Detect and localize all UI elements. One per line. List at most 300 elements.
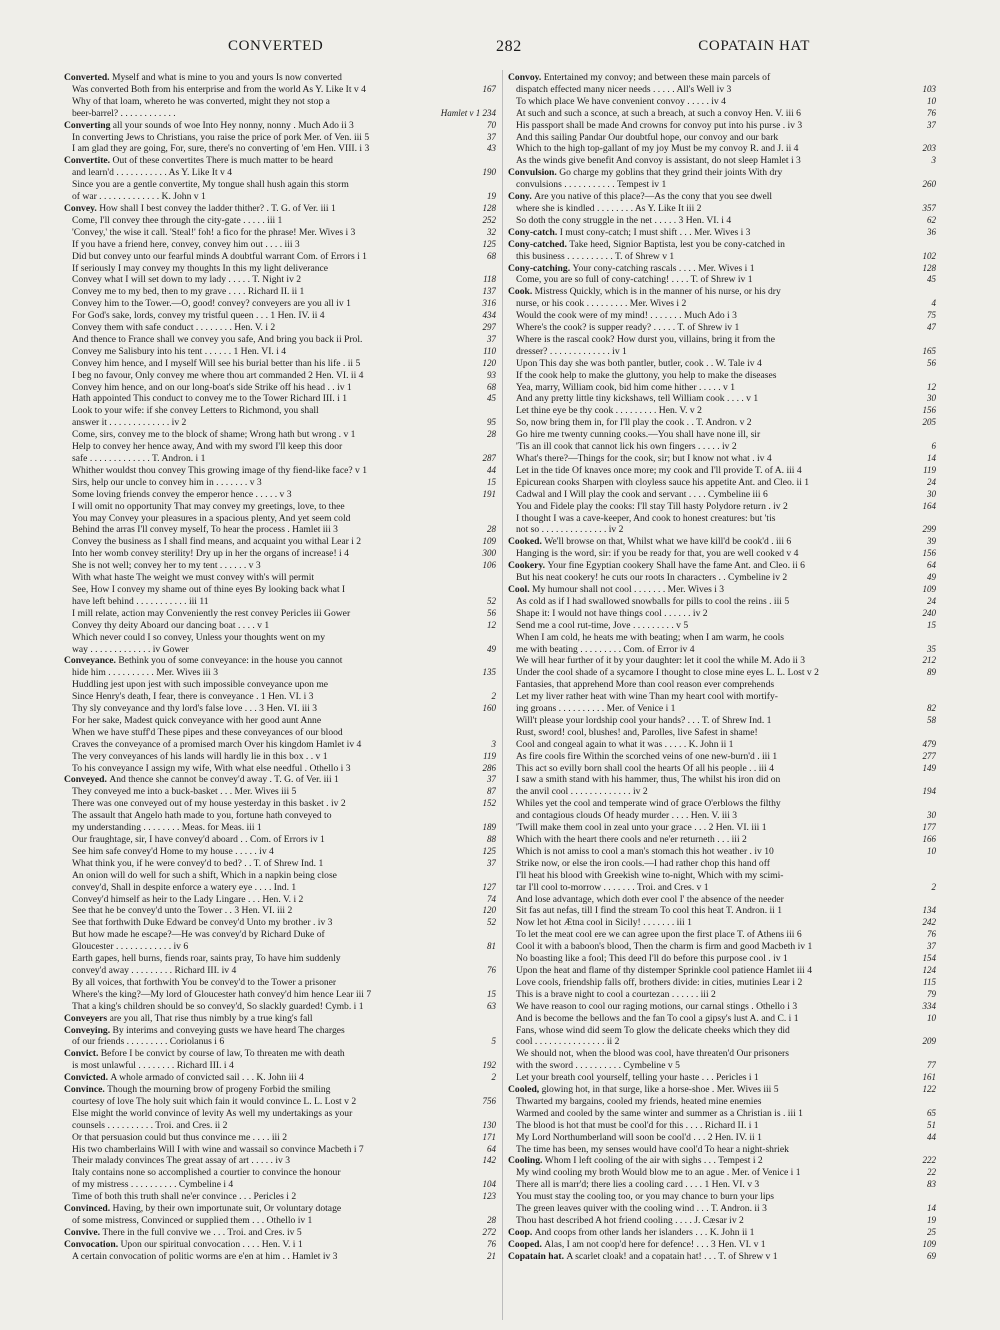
citation-reference: 81 (484, 941, 496, 953)
quotation-text: They conveyed me into a buck-basket . . . Mer. Wives iii 5 (72, 786, 297, 798)
citation-reference: 109 (920, 1239, 937, 1251)
quotation-text: There in the full convive we . . . Troi. and Cres. iv 5 (102, 1226, 302, 1238)
citation-reference: 161 (920, 1072, 937, 1084)
quotation-text: I mill relate, action may Conveniently the rest convey Pericles iii Gower (72, 607, 351, 619)
quotation-text: I'll heat his blood with Greekish wine to-night, Which with my scimi- (516, 869, 784, 881)
quotation-text: I saw a smith stand with his hammer, thus, The whilst his iron did on (516, 774, 781, 786)
concordance-line (508, 1239, 936, 1251)
quotation-text: This act so evilly born shall cool the hearts Of all his people . . iii 4 (516, 762, 774, 774)
citation-reference: 47 (924, 322, 936, 334)
concordance-line (64, 834, 496, 846)
quotation-text: Behind the arras I'll convey myself, To hear the process . Hamlet iii 3 (72, 524, 338, 536)
citation-reference: 83 (924, 1179, 936, 1191)
citation-reference: 286 (480, 763, 497, 775)
citation-reference: 125 (480, 846, 497, 858)
citation-reference: 87 (484, 786, 496, 798)
concordance-line (64, 715, 496, 727)
concordance-line (508, 1144, 936, 1156)
quotation-text: Upon This day she was both pantler, butler, cook . . W. Tale iv 4 (516, 357, 762, 369)
quotation-text: Now let hot Ætna cool in Sicily! . . . . . . . iii 1 (516, 917, 692, 929)
citation-reference: 49 (924, 572, 936, 584)
quotation-text: I will omit no opportunity That may convey my greetings, love, to thee (72, 500, 345, 512)
concordance-line (508, 632, 936, 644)
concordance-line (64, 727, 496, 739)
quotation-text: You may Convey your pleasures in a spacious plenty, And yet seem cold (72, 512, 351, 524)
quotation-text: way . . . . . . . . . . . . . iv Gower (72, 643, 189, 655)
concordance-line (64, 227, 496, 239)
quotation-text: As the winds give benefit And convoy is assistant, do not sleep Hamlet i 3 (516, 155, 801, 167)
quotation-text: Craves the conveyance of a promised march Over his kingdom Hamlet iv 4 (72, 738, 362, 750)
citation-reference: 104 (480, 1179, 497, 1191)
quotation-text: Warmed and cooled by the same winter and summer as a Christian is . iii 1 (516, 1107, 803, 1119)
quotation-text: Having, by their own importunate suit, Or voluntary dotage (112, 1203, 342, 1215)
citation-reference: 191 (480, 489, 497, 501)
citation-reference: 277 (920, 751, 937, 763)
citation-reference: 205 (920, 417, 937, 429)
concordance-line (64, 763, 496, 775)
concordance-line (64, 441, 496, 453)
quotation-text: 'Twill make them cool in zeal unto your grace . . . 2 Hen. VI. iii 1 (516, 822, 767, 834)
concordance-line (64, 489, 496, 501)
citation-reference: 10 (924, 1013, 936, 1025)
citation-reference: 203 (920, 143, 937, 155)
concordance-line (64, 810, 496, 822)
quotation-text: You must stay the cooling too, or you may chance to burn your lips (516, 1191, 775, 1203)
citation-reference: 152 (480, 798, 497, 810)
quotation-text: with the sword . . . . . . . . . . Cymbeline v 5 (516, 1060, 680, 1072)
citation-reference: 357 (920, 203, 937, 215)
citation-reference: 37 (484, 774, 496, 786)
quotation-text: If seriously I may convey my thoughts In this my light deliverance (72, 262, 329, 274)
concordance-line (64, 263, 496, 275)
citation-reference: 89 (924, 667, 936, 679)
concordance-line (64, 1155, 496, 1167)
concordance-line (508, 405, 936, 417)
quotation-text: See him safe convey'd Home to my house . . . . . iv 4 (72, 845, 274, 857)
concordance-line (508, 715, 936, 727)
concordance-line (508, 644, 936, 656)
quotation-text: The assault that Angelo hath made to you, fortune hath conveyed to (72, 810, 332, 822)
quotation-text: Why of that loam, whereto he was converted, might they not stop a (72, 95, 330, 107)
concordance-line (64, 989, 496, 1001)
concordance-line (64, 679, 496, 691)
concordance-line (508, 763, 936, 775)
quotation-text: Before I be convict by course of law, To threaten me with death (100, 1048, 345, 1060)
quotation-text: Let thine eye be thy cook . . . . . . . . . Hen. V. v 2 (516, 405, 702, 417)
concordance-line (508, 239, 936, 251)
quotation-text: Did but convey unto our fearful minds A doubtful warrant Com. of Errors i 1 (72, 250, 367, 262)
concordance-line (508, 834, 936, 846)
quotation-text: Epicurean cooks Sharpen with cloyless sauce his appetite Ant. and Cleo. ii 1 (516, 476, 810, 488)
concordance-line (508, 84, 936, 96)
citation-reference: 95 (484, 417, 496, 429)
quotation-text: We will hear further of it by your daughter: let it cool the while M. Ado ii 3 (516, 655, 806, 667)
citation-reference: 15 (924, 620, 936, 632)
citation-reference: 209 (920, 1036, 937, 1048)
concordance-line (64, 667, 496, 679)
concordance-line (64, 155, 496, 167)
citation-reference: 316 (480, 298, 497, 310)
concordance-line (64, 1191, 496, 1203)
quotation-text: and contagious clouds Of heady murder . . . . Hen. V. iii 3 (516, 810, 738, 822)
quotation-text: convey'd away . . . . . . . . . Richard III. iv 4 (72, 964, 237, 976)
citation-reference: 12 (484, 620, 496, 632)
quotation-text: Myself and what is mine to you and yours Is now converted (111, 72, 342, 83)
quotation-text: the anvil cool . . . . . . . . . . . . . iv 2 (516, 786, 648, 798)
quotation-text: 'Tis an ill cook that cannot lick his own fingers . . . . . iv 2 (516, 441, 737, 453)
quotation-text: Convey me Salisbury into his tent . . . . . . 1 Hen. VI. i 4 (72, 345, 287, 357)
quotation-text: Fantasies, that apprehend More than cool reason ever comprehends (516, 679, 775, 691)
quotation-text: To which place We have convenient convoy . . . . . iv 4 (516, 95, 726, 107)
concordance-line (508, 1084, 936, 1096)
concordance-line (64, 739, 496, 751)
concordance-line (508, 1120, 936, 1132)
quotation-text: There all is marr'd; there lies a cooling card . . . . 1 Hen. VI. v 3 (516, 1179, 760, 1191)
concordance-line (64, 239, 496, 251)
quotation-text: tar I'll cool to-morrow . . . . . . . Troi. and Cres. v 1 (516, 881, 709, 893)
quotation-text: And any pretty little tiny kickshaws, tell William cook . . . . v 1 (516, 393, 759, 405)
quotation-text: Shape it: I would not have things cool . . . . . . iv 2 (516, 607, 708, 619)
citation-reference: 137 (480, 286, 497, 298)
quotation-text: Strike now, or else the iron cools.—I had rather chop this hand off (516, 857, 770, 869)
quotation-text: Let my liver rather heat with wine Than my heart cool with mortify- (516, 691, 778, 703)
quotation-text: The time has been, my senses would have cool'd To hear a night-shriek (516, 1143, 789, 1155)
concordance-line (508, 215, 936, 227)
headword: Convince. (64, 1084, 108, 1096)
quotation-text: Whither wouldst thou convey This growing image of thy fiend-like face? v 1 (72, 464, 368, 476)
concordance-line (64, 1096, 496, 1108)
citation-reference: 142 (480, 1155, 497, 1167)
headword: Convive. (64, 1226, 103, 1238)
citation-reference: 242 (920, 917, 937, 929)
quotation-text: Whiles yet the cool and temperate wind of grace O'erblows the filthy (516, 798, 781, 810)
quotation-text: Are you native of this place?—As the cony that you see dwell (534, 191, 773, 203)
concordance-line (508, 322, 936, 334)
concordance-line (508, 977, 936, 989)
concordance-line (508, 1227, 936, 1239)
quotation-text: There was one conveyed out of my house yesterday in this basket . iv 2 (72, 798, 346, 810)
citation-reference: 37 (924, 120, 936, 132)
concordance-line (508, 298, 936, 310)
concordance-line (508, 1191, 936, 1203)
running-head-right: COPATAIN HAT (698, 38, 810, 54)
quotation-text: safe . . . . . . . . . . . . . T. Andron. i 1 (72, 453, 206, 464)
citation-reference: 334 (920, 1001, 937, 1013)
quotation-text: Since Henry's death, I fear, there is conveyance . 1 Hen. VI. i 3 (72, 691, 314, 703)
quotation-text: I must cony-catch; I must shift . . . Mer. Wives i 3 (559, 226, 751, 238)
concordance-line (64, 405, 496, 417)
citation-reference: 75 (924, 310, 936, 322)
quotation-text: I am glad they are going, For, sure, there's no converting of 'em Hen. VIII. i 3 (72, 143, 370, 155)
concordance-line (64, 1120, 496, 1132)
citation-reference: 119 (920, 465, 936, 477)
headword: Cony-catching. (508, 262, 573, 274)
quotation-text: Our fraughtage, sir, I have convey'd aboard . . Com. of Errors iv 1 (72, 834, 325, 845)
concordance-line (64, 858, 496, 870)
citation-reference: 56 (484, 608, 496, 620)
citation-reference: 479 (920, 739, 937, 751)
concordance-line (64, 1203, 496, 1215)
quotation-text: Come, I'll convey thee through the city-gate . . . . . iii 1 (72, 214, 283, 226)
concordance-line (508, 429, 936, 441)
quotation-text: At such and such a sconce, at such a breach, at such a convoy Hen. V. iii 6 (516, 107, 801, 119)
concordance-line (508, 798, 936, 810)
concordance-line (64, 120, 496, 132)
concordance-line (508, 310, 936, 322)
quotation-text: See that forthwith Duke Edward be convey'd Unto my brother . iv 3 (72, 917, 333, 929)
concordance-line (508, 1203, 936, 1215)
quotation-text: When I am cold, he heats me with beating; when I am warm, he cools (516, 631, 785, 643)
concordance-line (508, 727, 936, 739)
headword: Convey. (64, 202, 100, 214)
citation-reference: 119 (480, 751, 496, 763)
citation-reference: 10 (924, 846, 936, 858)
quotation-text: If you have a friend here, convey, convey him out . . . . iii 3 (72, 238, 300, 250)
citation-reference: 300 (480, 548, 497, 560)
concordance-line (64, 370, 496, 382)
quotation-text: of some mistress, Convinced or supplied them . . . Othello iv 1 (72, 1215, 313, 1226)
quotation-text: Which with the heart there cools and ne'er returneth . . . iii 2 (516, 834, 747, 845)
quotation-text: And thence to France shall we convey you safe, And bring you back ii Prol. (72, 333, 363, 345)
citation-reference: 6 (929, 441, 937, 453)
quotation-text: dresser? . . . . . . . . . . . . . iv 1 (516, 345, 627, 357)
quotation-text: Convey'd himself as heir to the Lady Lingare . . . Hen. V. i 2 (72, 893, 304, 905)
quotation-text: courtesy of love The holy suit which fain it would convince L. L. Lost v 2 (72, 1095, 357, 1107)
quotation-text: My wind cooling my broth Would blow me to an ague . Mer. of Venice i 1 (516, 1167, 801, 1179)
citation-reference: 63 (484, 1001, 496, 1013)
concordance-line (64, 1144, 496, 1156)
concordance-line (64, 334, 496, 346)
concordance-line (64, 310, 496, 322)
concordance-line (508, 132, 936, 144)
citation-reference: 164 (920, 501, 937, 513)
concordance-line (64, 1036, 496, 1048)
quotation-text: Go hire me twenty cunning cooks.—You shall have none ill, sir (516, 429, 761, 441)
quotation-text: Which to the high top-gallant of my joy Must be my convoy R. and J. ii 4 (516, 143, 799, 155)
concordance-line (508, 286, 936, 298)
quotation-text: I thought I was a cave-keeper, And cook to honest creatures: but 'tis (516, 512, 776, 524)
quotation-text: Would the cook were of my mind! . . . . . . . Much Ado i 3 (516, 310, 737, 322)
citation-reference: 2 (489, 1072, 497, 1084)
concordance-line (64, 870, 496, 882)
citation-reference: 122 (920, 1084, 937, 1096)
concordance-line (508, 810, 936, 822)
headword: Cony-catched. (508, 238, 570, 250)
concordance-line (508, 822, 936, 834)
concordance-line (508, 251, 936, 263)
quotation-text: beer-barrel? . . . . . . . . . . . . (72, 107, 176, 119)
citation-reference: 37 (484, 858, 496, 870)
concordance-line (64, 167, 496, 179)
citation-reference: 49 (484, 644, 496, 656)
quotation-text: With what haste The weight we must convey with's will permit (72, 572, 315, 584)
concordance-line (508, 751, 936, 763)
citation-reference: 35 (924, 644, 936, 656)
quotation-text: me with beating . . . . . . . . . Com. of Error iv 4 (516, 643, 695, 655)
concordance-line (508, 965, 936, 977)
concordance-line (508, 72, 936, 84)
quotation-text: Into her womb convey sterility! Dry up in her the organs of increase! i 4 (72, 548, 349, 560)
citation-reference: 192 (480, 1060, 497, 1072)
concordance-line (508, 667, 936, 679)
citation-reference: 28 (484, 429, 496, 441)
citation-reference: 177 (920, 822, 937, 834)
citation-reference: 76 (484, 965, 496, 977)
concordance-line (508, 465, 936, 477)
citation-reference: 110 (480, 346, 496, 358)
citation-reference: 103 (920, 84, 937, 96)
concordance-line (64, 953, 496, 965)
quotation-text: Where's the king?—My lord of Gloucester hath convey'd him hence Lear iii 7 (72, 988, 372, 1000)
concordance-line (508, 334, 936, 346)
quotation-text: Cadwal and I Will play the cook and servant . . . . Cymbeline iii 6 (516, 488, 768, 500)
headword: Coop. (508, 1226, 535, 1238)
headword: Conveying. (64, 1024, 113, 1036)
citation-reference: 109 (480, 536, 497, 548)
concordance-line (64, 1013, 496, 1025)
citation-reference: 189 (480, 822, 497, 834)
quotation-text: When we have stuff'd These pipes and these conveyances of our blood (72, 726, 343, 738)
quotation-text: hide him . . . . . . . . . . Mer. Wives iii 3 (72, 667, 218, 679)
citation-reference: 19 (924, 1215, 936, 1227)
citation-reference: 36 (924, 227, 936, 239)
quotation-text: Help to convey her hence away, And with my sword I'll keep this door (72, 441, 343, 453)
quotation-text: So, now bring them in, for I'll play the cook . . T. Andron. v 2 (516, 417, 752, 429)
page-header (60, 30, 942, 58)
concordance-line (508, 1001, 936, 1013)
quotation-text: Convey thy deity Aboard our dancing boat . . . . v 1 (72, 619, 270, 631)
quotation-text: See, How I convey my shame out of thine eyes By looking back what I (72, 583, 346, 595)
concordance-line (508, 1155, 936, 1167)
headword: Cony-catch. (508, 226, 560, 238)
quotation-text: Where is the rascal cook? How durst you, villains, bring it from the (516, 333, 775, 345)
concordance-line (64, 1084, 496, 1096)
citation-reference: 272 (480, 1227, 497, 1239)
citation-reference: 64 (484, 1144, 496, 1156)
concordance-line (508, 191, 936, 203)
quotation-text: Or that persuasion could but thus convince me . . . . iii 2 (72, 1131, 288, 1143)
citation-reference: 160 (480, 703, 497, 715)
concordance-line (64, 108, 496, 120)
quotation-text: For God's sake, lords, convey my tristful queen . . . 1 Hen. IV. ii 4 (72, 310, 325, 322)
quotation-text: Under the cool shade of a sycamore I thought to close mine eyes L. L. Lost v 2 (516, 667, 819, 679)
quotation-text: Time of both this truth shall ne'er convince . . . Pericles i 2 (72, 1191, 297, 1203)
concordance-line (508, 774, 936, 786)
concordance-line (508, 96, 936, 108)
citation-reference: 123 (480, 1191, 497, 1203)
concordance-line (64, 882, 496, 894)
quotation-text: Upon our spiritual convocation . . . . Hen. V. i 1 (120, 1238, 303, 1250)
concordance-line (64, 786, 496, 798)
concordance-line (64, 286, 496, 298)
quotation-text: this business . . . . . . . . . . T. of Shrew v 1 (516, 250, 675, 262)
concordance-line (64, 632, 496, 644)
citation-reference: 2 (489, 691, 497, 703)
concordance-line (508, 1215, 936, 1227)
concordance-line (508, 608, 936, 620)
citation-reference: 44 (484, 465, 496, 477)
concordance-line (64, 465, 496, 477)
citation-reference: 165 (920, 346, 937, 358)
headword: Converted. (64, 72, 112, 83)
citation-reference: 52 (484, 917, 496, 929)
quotation-text: where she is kindled . . . . . . . . As Y. Like It iii 2 (516, 202, 702, 214)
quotation-text: Your cony-catching rascals . . . . Mer. Wives i 1 (572, 262, 755, 274)
citation-reference: 28 (484, 1215, 496, 1227)
citation-reference: 3 (489, 739, 497, 751)
concordance-line (64, 917, 496, 929)
citation-reference: 62 (924, 215, 936, 227)
quotation-text: Alas, I am not coop'd here for defence! . . . 3 Hen. VI. v 1 (544, 1238, 766, 1250)
headword: Cook. (508, 286, 535, 298)
citation-reference: 70 (484, 120, 496, 132)
citation-reference: 299 (920, 524, 937, 536)
citation-reference: 24 (924, 477, 936, 489)
concordance-line (508, 120, 936, 132)
concordance-line (508, 263, 936, 275)
citation-reference: 2 (929, 882, 937, 894)
concordance-line (508, 108, 936, 120)
concordance-line (64, 1215, 496, 1227)
concordance-line (64, 846, 496, 858)
concordance-line (508, 703, 936, 715)
quotation-text: Take heed, Signior Baptista, lest you be cony-catched in (569, 238, 785, 250)
citation-reference: 68 (484, 382, 496, 394)
citation-reference: 25 (924, 1227, 936, 1239)
citation-reference: 102 (920, 251, 937, 263)
quotation-text: Send me a cool rut-time, Jove . . . . . . . . . v 5 (516, 619, 689, 631)
citation-reference: 125 (480, 239, 497, 251)
quotation-text: For her sake, Madest quick conveyance with her good aunt Anne (72, 714, 322, 726)
quotation-text: So doth the cony struggle in the net . . . . . 3 Hen. VI. i 4 (516, 214, 732, 226)
concordance-line (64, 1167, 496, 1179)
citation-reference: 156 (920, 405, 937, 417)
citation-reference: 45 (924, 274, 936, 286)
quotation-text: nurse, or his cook . . . . . . . . . Mer. Wives i 2 (516, 298, 687, 310)
citation-reference: 76 (924, 929, 936, 941)
concordance-line (64, 393, 496, 405)
citation-reference: 68 (484, 251, 496, 263)
quotation-text: In converting Jews to Christians, you raise the price of pork Mer. of Ven. iii 5 (72, 131, 370, 143)
concordance-line (64, 584, 496, 596)
concordance-line (64, 84, 496, 96)
headword: Cony. (508, 191, 535, 203)
concordance-line (508, 905, 936, 917)
quotation-text: She is not well; convey her to my tent . . . . . . v 3 (72, 560, 261, 572)
concordance-line (64, 691, 496, 703)
quotation-text: A whole armado of convicted sail . . . K. John iii 4 (110, 1072, 304, 1084)
quotation-text: As fire cools fire Within the scorched veins of one new-burn'd . iii 1 (516, 750, 778, 762)
quotation-text: Thy sly conveyance and thy lord's false love . . . 3 Hen. VI. iii 3 (72, 703, 318, 715)
quotation-text: You and Fidele play the cooks: I'll stay Till hasty Polydore return . iv 2 (516, 500, 788, 512)
quotation-text: Convey them with safe conduct . . . . . . . . Hen. V. i 2 (72, 322, 276, 334)
headword: Cooling. (508, 1155, 545, 1167)
citation-reference: 12 (924, 382, 936, 394)
citation-reference: 128 (480, 203, 497, 215)
concordance-line (508, 227, 936, 239)
citation-reference: 120 (480, 358, 497, 370)
citation-reference: 76 (484, 1239, 496, 1251)
concordance-line (64, 1060, 496, 1072)
quotation-text: And lose advantage, which doth ever cool I' the absence of the needer (516, 893, 784, 905)
concordance-line (508, 560, 936, 572)
quotation-text: Huddling jest upon jest with such impossible conveyance upon me (72, 679, 329, 691)
citation-reference: 74 (484, 894, 496, 906)
citation-reference: 88 (484, 834, 496, 846)
concordance-line (64, 596, 496, 608)
concordance-line (508, 572, 936, 584)
quotation-text: Which never could I so convey, Unless your thoughts went on my (72, 631, 326, 643)
